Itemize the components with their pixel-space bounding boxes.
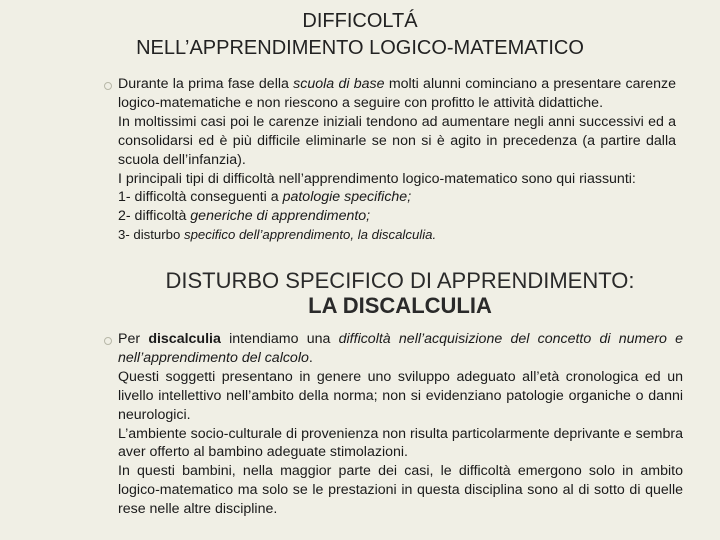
slide-title-line1: DIFFICOLTÁ: [302, 10, 418, 32]
definition-paragraph-2: Questi soggetti presentano in genere uno sviluppo adeguato all’età cronologica ed un livello intellettivo nell’ambito della norma; non si evidenziano patologie organiche o danni neurologici.: [118, 368, 683, 423]
list-item-1: [118, 188, 676, 207]
definition-text-a: Per: [118, 331, 149, 347]
list-item-1-emphasis: patologie specifiche;: [282, 189, 412, 206]
intro-text: [118, 75, 676, 245]
definition-text-b: intendiamo una: [220, 331, 339, 347]
definition-emphasis: difficoltà nell’acquisizione del concetto di numero e nell’apprendimento del calcolo: [118, 331, 683, 366]
intro-paragraph-1: [118, 75, 676, 113]
section-heading-line2: LA DISCALCULIA: [308, 293, 492, 318]
definition-paragraph-4: In questi bambini, nella maggior parte dei casi, le difficoltà emergono solo in ambito logico-matematico ma solo se le prestazioni in questa disciplina sono al di sotto di quelle rese nelle altre discipline.: [118, 463, 683, 518]
definition-paragraph-1: [118, 330, 683, 368]
list-item-3-text: 3- disturbo: [118, 227, 184, 243]
intro-p1-emphasis: scuola di base: [293, 76, 385, 92]
section-heading: [120, 268, 680, 318]
definition-text-c: .: [308, 349, 313, 366]
bullet-icon: [104, 337, 112, 345]
intro-paragraph-2: In moltissimi casi poi le carenze iniziali tendono ad aumentare negli anni successivi ed a consolidarsi ed è più difficile eliminarle se non si è agito in precedenza (a partire dalla scuola dell’infanzia).: [118, 113, 676, 168]
slide-title-line2: NELL’APPRENDIMENTO LOGICO-MATEMATICO: [136, 37, 584, 59]
slide-title: [40, 8, 680, 62]
bullet-icon: [104, 82, 112, 90]
intro-paragraph-3: I principali tipi di difficoltà nell’apprendimento logico-matematico sono qui riassunti:: [118, 170, 636, 187]
definition-term: discalculia: [148, 331, 221, 347]
definition-text: [118, 330, 683, 519]
intro-p1-text-a: Durante la prima fase della: [118, 76, 294, 92]
intro-p1-text-b: molti alunni cominciano a presentare carenze logico-matematiche e non riescono a seguire con profitto le attività didattiche.: [118, 76, 676, 111]
definition-paragraph-3: L’ambiente socio-culturale di provenienza non risulta particolarmente deprivante e sembra aver offerto al bambino adeguate stimolazioni.: [118, 425, 683, 461]
list-item-3: [118, 226, 676, 245]
list-item-2-text: 2- difficoltà: [118, 208, 191, 225]
list-item-3-emphasis: specifico dell’apprendimento, la discalculia.: [183, 227, 437, 243]
section-heading-line1: DISTURBO SPECIFICO DI APPRENDIMENTO:: [165, 268, 635, 293]
list-item-1-text: 1- difficoltà conseguenti a: [118, 189, 283, 206]
list-item-2-emphasis: generiche di apprendimento;: [190, 208, 371, 225]
list-item-2: [118, 207, 676, 226]
